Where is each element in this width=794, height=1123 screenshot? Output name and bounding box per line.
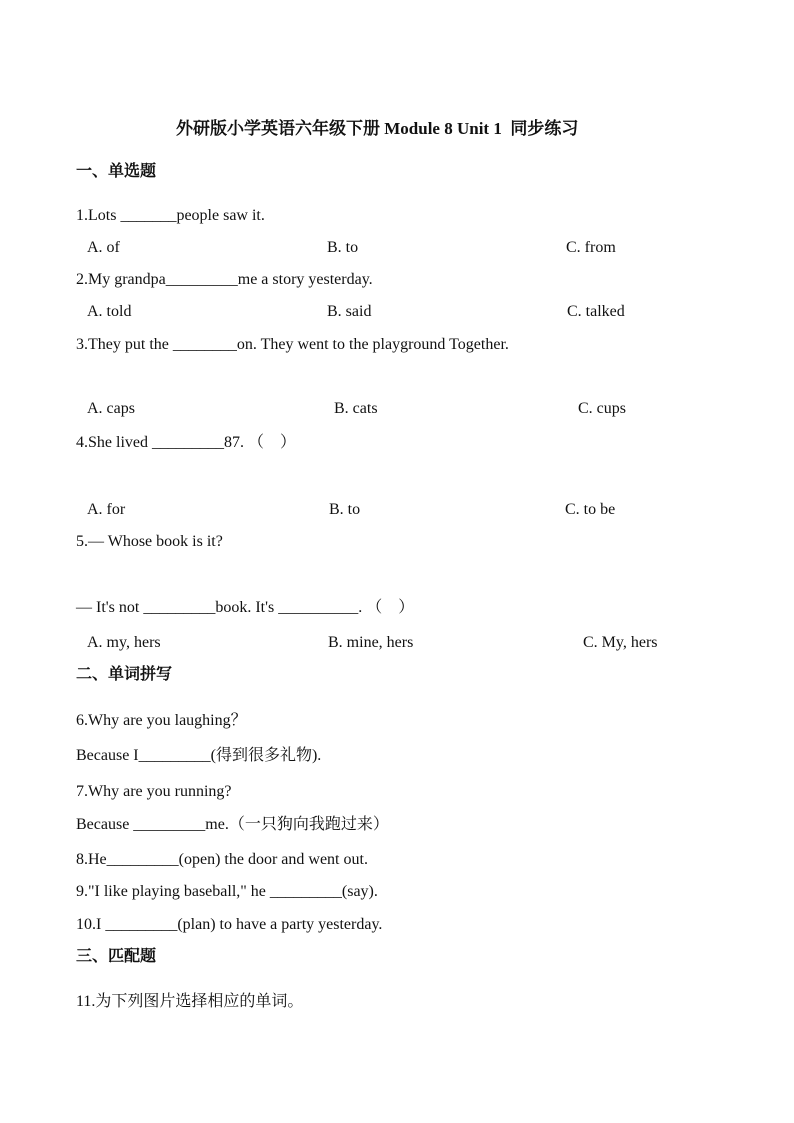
question-5-line-2: — It's not _________book. It's __________. （ ） [76,599,415,616]
question-11: 11.为下列图片选择相应的单词。 [76,993,304,1010]
q5-option-c: C. My, hers [583,634,658,651]
page-title: 外研版小学英语六年级下册 Module 8 Unit 1 同步练习 [176,119,579,138]
question-10: 10.I _________(plan) to have a party yesterday. [76,916,383,933]
question-2: 2.My grandpa_________me a story yesterday. [76,271,373,288]
question-1: 1.Lots _______people saw it. [76,207,265,224]
q1-option-a: A. of [87,239,120,256]
q2-option-b: B. said [327,303,372,320]
q4-option-c: C. to be [565,501,616,518]
question-6-line-1: 6.Why are you laughing？ [76,712,247,729]
q3-option-b: B. cats [334,400,378,417]
q5-option-a: A. my, hers [87,634,161,651]
q4-option-a: A. for [87,501,126,518]
section-heading-matching: 三、匹配题 [76,948,157,965]
question-4: 4.She lived _________87. （ ） [76,434,296,451]
q3-option-c: C. cups [578,400,626,417]
q1-option-b: B. to [327,239,359,256]
q5-option-b: B. mine, hers [328,634,414,651]
question-3: 3.They put the ________on. They went to the playground Together. [76,336,509,353]
question-5-line-1: 5.— Whose book is it? [76,533,223,550]
question-7-line-1: 7.Why are you running? [76,783,232,800]
question-7-line-2: Because _________me.（一只狗向我跑过来） [76,816,389,833]
q4-option-b: B. to [329,501,361,518]
question-9: 9."I like playing baseball," he _________(say). [76,883,378,900]
q2-option-a: A. told [87,303,132,320]
question-6-line-2: Because I_________(得到很多礼物). [76,747,322,764]
q2-option-c: C. talked [567,303,625,320]
question-8: 8.He_________(open) the door and went out. [76,851,368,868]
q3-option-a: A. caps [87,400,135,417]
q1-option-c: C. from [566,239,616,256]
section-heading-spelling: 二、单词拼写 [76,666,173,683]
section-heading-single-choice: 一、单选题 [76,163,157,180]
